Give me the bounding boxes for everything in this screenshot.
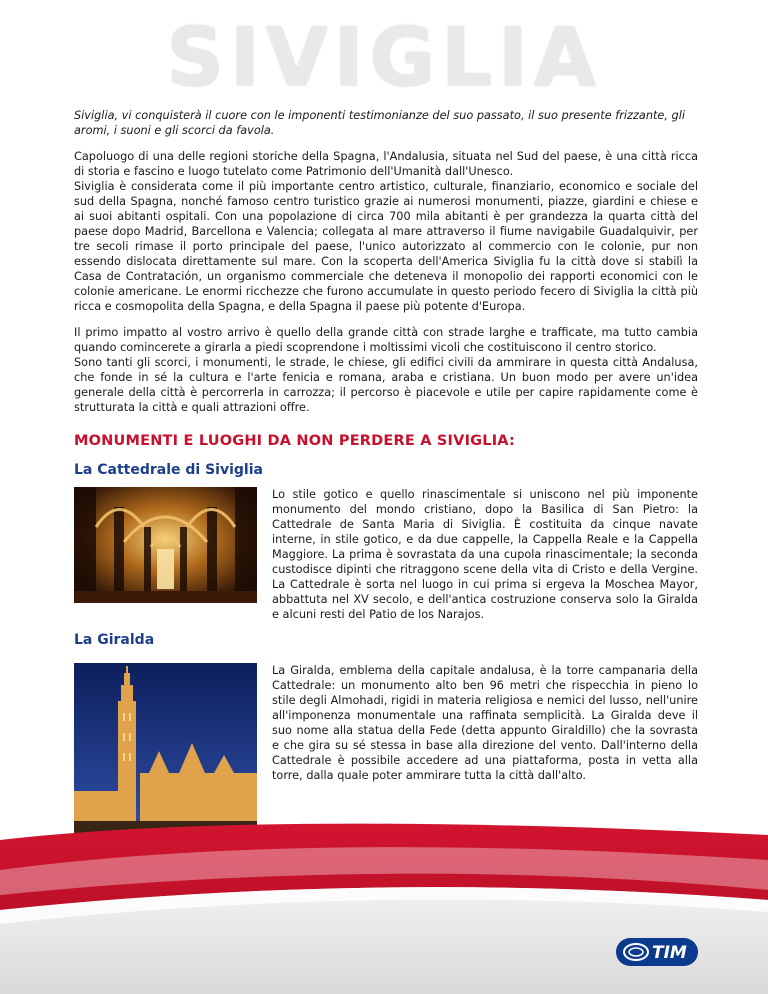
cathedral-photo bbox=[74, 487, 257, 603]
cathedral-section bbox=[74, 463, 698, 633]
paragraph-4: Sono tanti gli scorci, i monumenti, le strade, le chiese, gli edifici civili da ammirare in questa città Andalusa, che fonde in sé la cultura e l'arte fenicia e romana, araba e cristiana. Un buon modo per avere un'idea generale della città è percorrerla in carrozza; il percorso è piacevole e utile per capire rapidamente come è strutturata la città e quali attrazioni offre. bbox=[74, 356, 698, 414]
article bbox=[74, 108, 698, 853]
tim-logo bbox=[616, 938, 698, 966]
body-paragraph bbox=[74, 355, 698, 415]
paragraph-3: Il primo impatto al vostro arrivo è quello della grande città con strade larghe e trafficate, ma tutto cambia quando comincerete a girarla a piedi scoprendone i moltissimi vicoli che costituiscono il centro storico. bbox=[74, 326, 698, 354]
cathedral-heading: La Cattedrale di Siviglia bbox=[74, 462, 263, 478]
body-paragraph bbox=[74, 149, 698, 179]
giralda-text: La Giralda, emblema della capitale andalusa, è la torre campanaria della Cattedrale: un monumento alto ben 96 metri che rispecchia in pieno lo stile degli Almohadi, rigidi in materia religiosa e nemici del lusso, nell'unire all'imponenza monumentale una raffinata semplicità. La Giralda deve il suo nome alla statua della Fede (detta appunto Giraldillo) che la sovrasta e che gira su sé stessa in base alla direzione del vento. Dall'interno della Cattedrale è possibile accedere ad una piattaforma, posta in vetta alla torre, dalla quale poter ammirare tutta la città dall'alto. bbox=[272, 664, 698, 782]
paragraph-1: Capoluogo di una delle regioni storiche della Spagna, l'Andalusia, situata nel Sud del paese, è una città ricca di storia e fascino e luogo tutelato come Patrimonio dell'Umanità dall'Unesco. bbox=[74, 150, 698, 178]
body-paragraph bbox=[74, 325, 698, 355]
body-paragraph bbox=[74, 179, 698, 314]
cathedral-text: Lo stile gotico e quello rinascimentale si uniscono nel più imponente monumento del mondo cristiano, dopo la Basilica di San Pietro: la Cattedrale de Santa Maria di Siviglia. È costituita da cinque navate interne, in stile gotico, e da due cappelle, la Cappella Reale e la Cappella Maggiore. La prima è sovrastata da una cupola rinascimentale; la seconda custodisce dipinti che ritraggono scene della vita di Cristo e della Vergine. La Cattedrale è sorta nel luogo in cui prima si ergeva la Moschea Mayor, abbattuta nel XV secolo, e dell'antica costruzione conserva solo la Giralda e alcuni resti del Patio de los Narajos. bbox=[272, 488, 698, 621]
paragraph-2: Siviglia è considerata come il più importante centro artistico, culturale, finanziario, economico e sociale del sud della Spagna, nonché famoso centro turistico grazie ai numerosi monumenti, piazze, giardini e chiese e ai suoi abitanti ospitali. Con una popolazione di circa 700 mila abitanti è per grandezza la quarta città del paese dopo Madrid, Barcellona e Valencia; collegata al mare attraverso il fiume navigabile Guadalquivir, per tre secoli rimase il porto principale del paese, l'unico autorizzato al commercio con le colonie, pur non essendo dislocata direttamente sul mare. Con la scoperta dell'America Siviglia fu la città dove si stabilì la Casa de Contratación, un organismo commerciale che deteneva il monopolio dei rapporti economici con le colonie americane. Le enormi ricchezze che furono accumulate in questo periodo fecero di Siviglia la città più ricca e cosmopolita della Spagna, e della Spagna il paese più potente d'Europa. bbox=[74, 180, 698, 313]
section-heading: MONUMENTI E LUOGHI DA NON PERDERE A SIVIGLIA: bbox=[74, 433, 515, 449]
tim-logo-text: TIM bbox=[652, 943, 687, 963]
intro-paragraph: Siviglia, vi conquisterà il cuore con le imponenti testimonianze del suo passato, il suo presente frizzante, gli aromi, i suoni e gli scorci da favola. bbox=[74, 109, 685, 137]
page-title: SIVIGLIA bbox=[166, 11, 602, 104]
giralda-heading: La Giralda bbox=[74, 632, 155, 648]
